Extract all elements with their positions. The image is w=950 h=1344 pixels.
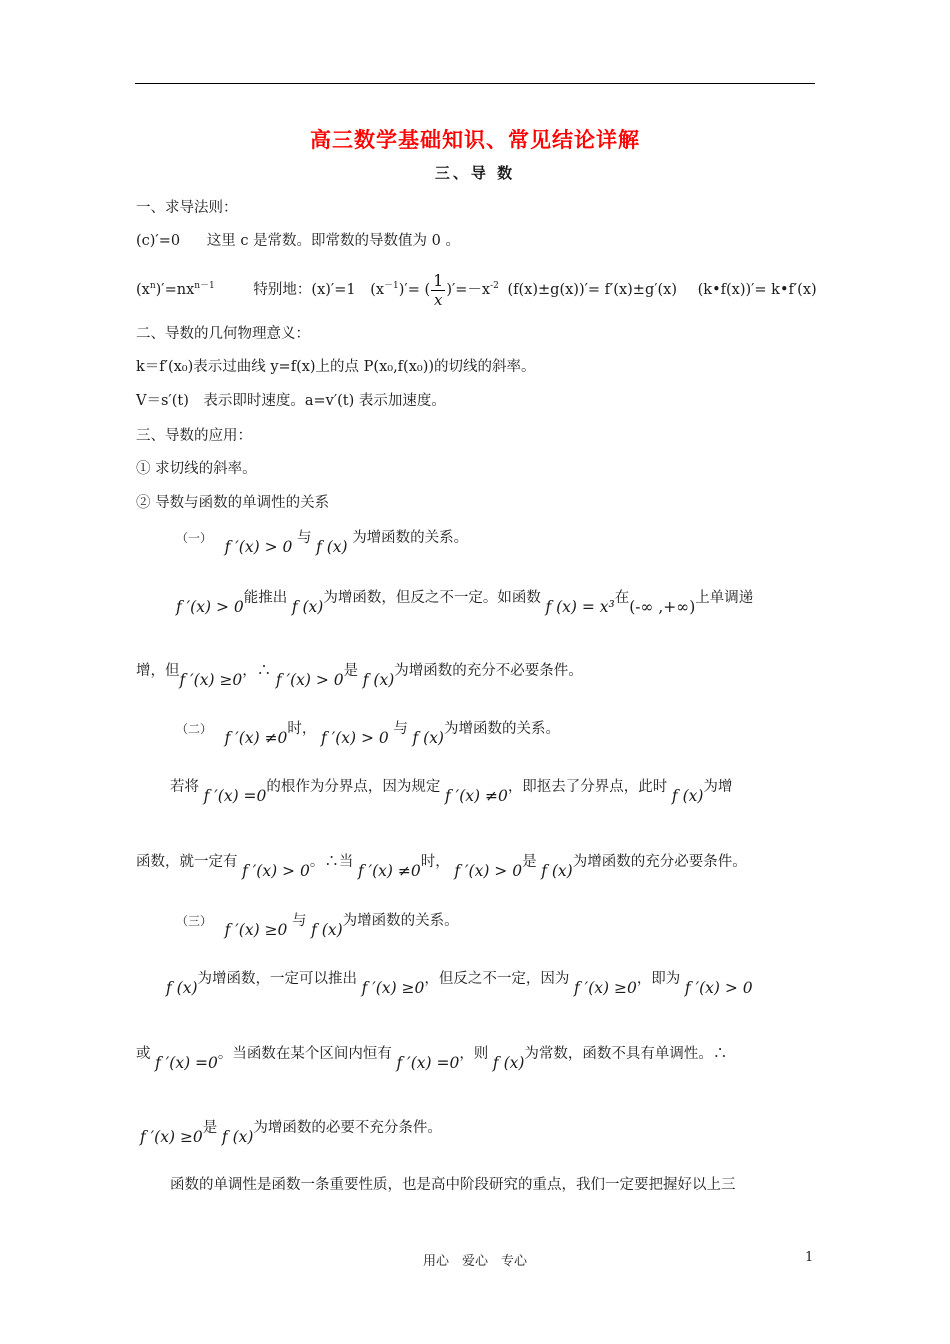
- math-expr: f ′(x) > 0: [242, 862, 310, 880]
- math-expr: f (x): [541, 862, 573, 880]
- text-fragment: 为增函数，但反之不一定。如函数: [323, 590, 541, 606]
- math-expr: f ′(x) ≠0: [445, 787, 508, 805]
- math-expr: (-∞ ,+∞): [629, 598, 696, 616]
- math-expr: f ′(x) ≥0: [361, 979, 425, 997]
- text-fragment: ，即抠去了分界点，此时: [507, 779, 668, 795]
- text-fragment: 在: [614, 590, 630, 606]
- math-expr: f ′(x) ≥0: [140, 1128, 203, 1146]
- text-fragment: 函数，就一定有: [136, 854, 238, 870]
- text-fragment: ，但反之不一定，因为: [424, 971, 570, 987]
- math-expr: f ′(x) ≠0: [224, 729, 288, 747]
- math-expr: f ′(x) ≥0: [574, 979, 637, 997]
- math-expr: f ′(x) =0: [396, 1054, 460, 1072]
- closing-paragraph: 函数的单调性是函数一条重要性质，也是高中阶段研究的重点，我们一定要把握好以上三: [170, 1177, 736, 1193]
- formula-note: 这里 c 是常数。即常数的导数值为 0 。: [206, 233, 461, 249]
- math-expr: f ′(x) > 0: [321, 729, 389, 747]
- math-expr: f ′(x) ≥0: [224, 921, 288, 939]
- text-fragment: 为增函数的必要不充分条件。: [253, 1120, 442, 1136]
- text-fragment: 。∴当: [309, 854, 354, 870]
- math-expr: f ′(x) =0: [155, 1054, 218, 1072]
- text-fragment: 与: [393, 721, 408, 737]
- formula-text: (x: [136, 282, 150, 298]
- text-fragment: 能推出: [243, 590, 288, 606]
- case-tag: （三）: [176, 914, 213, 928]
- math-expr: f ′(x) > 0: [224, 538, 293, 556]
- text-fragment: 为增函数的关系。: [443, 721, 560, 737]
- text-fragment: 时，: [287, 721, 317, 737]
- rule-power: [136, 266, 817, 310]
- velocity-line: V＝s′(t) 表示即时速度。a=v′(t) 表示加速度。: [136, 393, 446, 409]
- text-fragment: 的根作为分界点，因为规定: [266, 779, 441, 795]
- text-fragment: 或: [136, 1046, 151, 1062]
- text-fragment: 上单调递: [695, 590, 754, 606]
- formula-sup: -2: [490, 281, 499, 291]
- case-three-para-2: [136, 1043, 728, 1072]
- text-fragment: 增，但: [136, 663, 180, 679]
- header-rule: [135, 83, 815, 84]
- formula-text: 特别地：(x)′=1: [253, 282, 356, 298]
- math-expr: f (x): [316, 538, 348, 556]
- math-expr: f ′(x) =0: [203, 787, 267, 805]
- formula-text: )′=nx: [155, 282, 195, 298]
- formula-text: )′= (: [398, 282, 431, 298]
- text-fragment: 为增: [703, 779, 733, 795]
- text-fragment: 为增函数的关系。: [352, 530, 469, 546]
- page-footer: 用心 爱心 专心: [422, 1254, 527, 1269]
- math-expr: f (x): [492, 1054, 525, 1072]
- application-item-2: ② 导数与函数的单调性的关系: [136, 495, 330, 511]
- formula-sup: n－1: [194, 281, 215, 291]
- math-expr: f ′(x) > 0: [454, 862, 523, 880]
- formula-text: (x: [370, 282, 385, 298]
- text-fragment: 。当函数在某个区间内恒有: [217, 1046, 392, 1062]
- math-expr: f ′(x) ≠0: [357, 862, 421, 880]
- text-fragment: ，∴: [242, 663, 272, 679]
- formula-text: (c)′=0: [136, 233, 181, 249]
- formula-sup: －1: [384, 281, 399, 291]
- formula-text: (f(x)±g(x))′= f′(x)±g′(x): [507, 282, 678, 298]
- text-fragment: 为常数，函数不具有单调性。∴: [524, 1046, 728, 1062]
- math-expr: f ′(x) > 0: [684, 979, 753, 997]
- math-expr: f (x): [362, 671, 395, 689]
- math-expr: f (x): [221, 1128, 254, 1146]
- fraction-numerator: 1: [433, 270, 444, 290]
- case-two-para-1: [170, 776, 733, 805]
- math-expr: f (x): [671, 787, 704, 805]
- math-expr: f ′(x) > 0: [176, 598, 244, 616]
- page-number: 1: [805, 1250, 814, 1265]
- formula-text: )′=－x: [446, 282, 491, 298]
- text-fragment: 为增函数的充分必要条件。: [572, 854, 747, 870]
- math-expr: f (x): [166, 979, 198, 997]
- math-expr: f (x): [291, 598, 324, 616]
- case-three-para-3: [140, 1117, 442, 1146]
- math-expr: f (x): [311, 921, 343, 939]
- case-tag: （二）: [176, 722, 213, 736]
- text-fragment: 为增函数的充分不必要条件。: [394, 663, 583, 679]
- text-fragment: 是: [343, 663, 359, 679]
- case-one-heading: [176, 527, 469, 556]
- section-heading-3: 三、导数的应用：: [136, 428, 252, 444]
- text-fragment: 若将: [170, 779, 199, 795]
- case-three-para-1: [166, 968, 753, 997]
- text-fragment: 是: [202, 1120, 218, 1136]
- text-fragment: 与: [296, 530, 312, 546]
- case-three-heading: [176, 910, 459, 939]
- text-fragment: 与: [292, 913, 307, 929]
- application-item-1: ① 求切线的斜率。: [136, 461, 257, 477]
- math-expr: f ′(x) > 0: [275, 671, 344, 689]
- math-expr: f ′(x) ≥0: [179, 671, 243, 689]
- section-heading-2: 二、导数的几何物理意义：: [136, 326, 310, 342]
- tangent-slope-line: k＝f′(x₀)表示过曲线 y=f(x)上的点 P(x₀,f(x₀))的切线的斜率。: [136, 359, 536, 375]
- case-tag: （一）: [176, 531, 213, 545]
- case-one-para-2: [136, 660, 583, 689]
- text-fragment: 为增函数的关系。: [342, 913, 459, 929]
- case-two-heading: [176, 718, 560, 747]
- formula-text: (k•f(x))′= k•f′(x): [697, 282, 817, 298]
- section-heading-1: 一、求导法则：: [136, 200, 238, 216]
- document-title: 高三数学基础知识、常见结论详解: [310, 127, 640, 152]
- section-subtitle: 三、导 数: [434, 164, 516, 182]
- formula-sup: n: [149, 281, 156, 291]
- text-fragment: ，即为: [636, 971, 681, 987]
- fraction-one-over-x: [431, 272, 445, 309]
- math-expr: f (x): [412, 729, 444, 747]
- fraction-denominator: x: [434, 290, 443, 309]
- text-fragment: ，则: [459, 1046, 489, 1062]
- case-two-para-2: [136, 851, 747, 880]
- math-expr: f (x) = x³: [545, 598, 615, 616]
- case-one-para-1: [176, 587, 754, 616]
- text-fragment: 时，: [420, 854, 450, 870]
- text-fragment: 为增函数，一定可以推出: [197, 971, 357, 987]
- text-fragment: 是: [522, 854, 537, 870]
- rule-constant: [136, 231, 460, 251]
